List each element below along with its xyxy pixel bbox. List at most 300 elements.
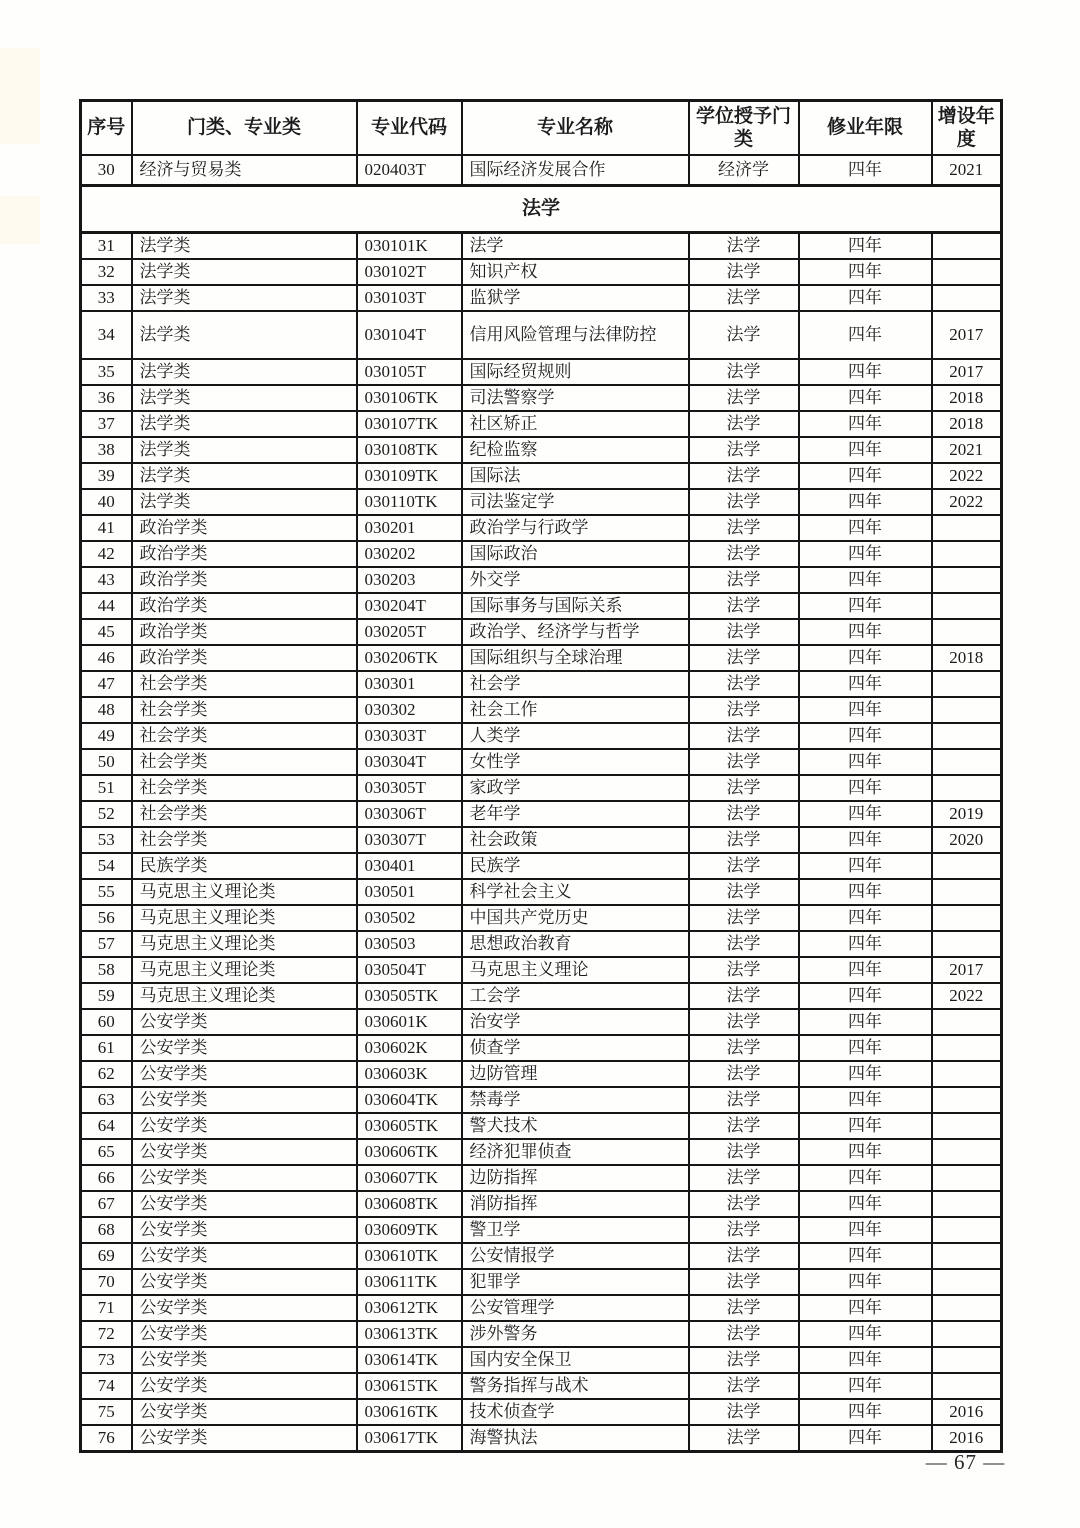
- cell-name: 国际法: [462, 463, 689, 489]
- cell-no: 73: [81, 1347, 132, 1373]
- cell-no: 66: [81, 1165, 132, 1191]
- cell-code: 030103T: [357, 285, 462, 311]
- cell-degree: 法学: [689, 931, 799, 957]
- cell-category: 法学类: [132, 285, 357, 311]
- cell-no: 76: [81, 1425, 132, 1452]
- cell-no: 70: [81, 1269, 132, 1295]
- cell-added: [932, 515, 1002, 541]
- cell-code: 030617TK: [357, 1425, 462, 1452]
- cell-added: 2018: [932, 385, 1002, 411]
- table-row: [81, 1295, 1002, 1321]
- cell-code: 030607TK: [357, 1165, 462, 1191]
- cell-category: 民族学类: [132, 853, 357, 879]
- cell-no: 74: [81, 1373, 132, 1399]
- cell-code: 030601K: [357, 1009, 462, 1035]
- cell-category: 公安学类: [132, 1321, 357, 1347]
- cell-code: 030615TK: [357, 1373, 462, 1399]
- cell-category: 公安学类: [132, 1373, 357, 1399]
- cell-degree: 法学: [689, 489, 799, 515]
- cell-years: 四年: [799, 931, 932, 957]
- cell-degree: 法学: [689, 827, 799, 853]
- table-row: [81, 931, 1002, 957]
- cell-no: 51: [81, 775, 132, 801]
- cell-category: 经济与贸易类: [132, 155, 357, 186]
- cell-years: 四年: [799, 463, 932, 489]
- cell-category: 社会学类: [132, 723, 357, 749]
- cell-degree: 法学: [689, 1113, 799, 1139]
- table-row: [81, 1113, 1002, 1139]
- cell-added: [932, 1321, 1002, 1347]
- cell-degree: 法学: [689, 1373, 799, 1399]
- cell-added: 2021: [932, 437, 1002, 463]
- table-row: [81, 233, 1002, 260]
- cell-code: 030602K: [357, 1035, 462, 1061]
- cell-degree: 法学: [689, 801, 799, 827]
- cell-name: 监狱学: [462, 285, 689, 311]
- cell-degree: 法学: [689, 879, 799, 905]
- cell-years: 四年: [799, 671, 932, 697]
- cell-years: 四年: [799, 1373, 932, 1399]
- page-number: — 67 —: [925, 1450, 1006, 1474]
- cell-name: 社会工作: [462, 697, 689, 723]
- cell-years: 四年: [799, 593, 932, 619]
- cell-name: 边防指挥: [462, 1165, 689, 1191]
- cell-no: 68: [81, 1217, 132, 1243]
- cell-degree: 法学: [689, 1165, 799, 1191]
- cell-degree: 法学: [689, 437, 799, 463]
- cell-category: 法学类: [132, 311, 357, 359]
- cell-code: 030603K: [357, 1061, 462, 1087]
- cell-no: 62: [81, 1061, 132, 1087]
- cell-code: 030612TK: [357, 1295, 462, 1321]
- cell-no: 42: [81, 541, 132, 567]
- cell-code: 030616TK: [357, 1399, 462, 1425]
- cell-category: 社会学类: [132, 697, 357, 723]
- cell-no: 72: [81, 1321, 132, 1347]
- cell-no: 31: [81, 233, 132, 260]
- cell-name: 国际政治: [462, 541, 689, 567]
- cell-added: 2016: [932, 1425, 1002, 1452]
- cell-code: 030106TK: [357, 385, 462, 411]
- cell-added: 2017: [932, 311, 1002, 359]
- cell-years: 四年: [799, 905, 932, 931]
- cell-no: 40: [81, 489, 132, 515]
- cell-category: 马克思主义理论类: [132, 931, 357, 957]
- cell-degree: 法学: [689, 1347, 799, 1373]
- cell-added: [932, 671, 1002, 697]
- scan-artifact: [0, 48, 40, 144]
- col-header-category: 门类、专业类: [132, 101, 357, 156]
- cell-degree: 法学: [689, 905, 799, 931]
- cell-code: 030605TK: [357, 1113, 462, 1139]
- cell-no: 57: [81, 931, 132, 957]
- col-header-years: 修业年限: [799, 101, 932, 156]
- cell-degree: 经济学: [689, 155, 799, 186]
- cell-no: 55: [81, 879, 132, 905]
- cell-category: 法学类: [132, 411, 357, 437]
- table-row: [81, 1165, 1002, 1191]
- cell-added: [932, 1035, 1002, 1061]
- table-row: [81, 723, 1002, 749]
- cell-years: 四年: [799, 437, 932, 463]
- cell-name: 老年学: [462, 801, 689, 827]
- cell-degree: 法学: [689, 285, 799, 311]
- table-row: [81, 1399, 1002, 1425]
- cell-category: 公安学类: [132, 1399, 357, 1425]
- cell-code: 030504T: [357, 957, 462, 983]
- cell-name: 司法警察学: [462, 385, 689, 411]
- cell-added: 2022: [932, 463, 1002, 489]
- cell-years: 四年: [799, 723, 932, 749]
- cell-category: 社会学类: [132, 749, 357, 775]
- table-row: [81, 311, 1002, 359]
- col-header-degree: 学位授予门类: [689, 101, 799, 156]
- table-row: [81, 385, 1002, 411]
- cell-name: 家政学: [462, 775, 689, 801]
- table-row: [81, 905, 1002, 931]
- cell-code: 030301: [357, 671, 462, 697]
- cell-name: 治安学: [462, 1009, 689, 1035]
- cell-added: [932, 1087, 1002, 1113]
- cell-years: 四年: [799, 1399, 932, 1425]
- cell-name: 国际经贸规则: [462, 359, 689, 385]
- cell-degree: 法学: [689, 1009, 799, 1035]
- cell-added: [932, 285, 1002, 311]
- cell-no: 53: [81, 827, 132, 853]
- cell-code: 030304T: [357, 749, 462, 775]
- cell-code: 030502: [357, 905, 462, 931]
- cell-code: 030104T: [357, 311, 462, 359]
- cell-degree: 法学: [689, 1087, 799, 1113]
- cell-code: 030503: [357, 931, 462, 957]
- cell-category: 法学类: [132, 233, 357, 260]
- cell-code: 030203: [357, 567, 462, 593]
- cell-added: 2022: [932, 489, 1002, 515]
- cell-category: 法学类: [132, 259, 357, 285]
- cell-added: 2021: [932, 155, 1002, 186]
- cell-category: 公安学类: [132, 1217, 357, 1243]
- cell-no: 58: [81, 957, 132, 983]
- cell-added: [932, 697, 1002, 723]
- cell-name: 国际事务与国际关系: [462, 593, 689, 619]
- cell-name: 犯罪学: [462, 1269, 689, 1295]
- table-row: [81, 1035, 1002, 1061]
- table-row: [81, 1347, 1002, 1373]
- cell-no: 39: [81, 463, 132, 489]
- cell-name: 国际组织与全球治理: [462, 645, 689, 671]
- cell-degree: 法学: [689, 983, 799, 1009]
- cell-years: 四年: [799, 411, 932, 437]
- cell-category: 公安学类: [132, 1139, 357, 1165]
- section-header-label: 法学: [81, 186, 1002, 233]
- table-row: [81, 619, 1002, 645]
- cell-years: 四年: [799, 801, 932, 827]
- cell-code: 030206TK: [357, 645, 462, 671]
- cell-category: 社会学类: [132, 801, 357, 827]
- table-row: [81, 259, 1002, 285]
- cell-degree: 法学: [689, 775, 799, 801]
- cell-years: 四年: [799, 489, 932, 515]
- cell-code: 030613TK: [357, 1321, 462, 1347]
- cell-code: 030307T: [357, 827, 462, 853]
- cell-category: 马克思主义理论类: [132, 957, 357, 983]
- cell-code: 030608TK: [357, 1191, 462, 1217]
- table-row: [81, 1269, 1002, 1295]
- cell-added: 2020: [932, 827, 1002, 853]
- cell-name: 公安管理学: [462, 1295, 689, 1321]
- cell-category: 政治学类: [132, 645, 357, 671]
- cell-years: 四年: [799, 311, 932, 359]
- cell-name: 海警执法: [462, 1425, 689, 1452]
- cell-code: 030604TK: [357, 1087, 462, 1113]
- cell-category: 公安学类: [132, 1087, 357, 1113]
- cell-name: 社区矫正: [462, 411, 689, 437]
- cell-code: 030610TK: [357, 1243, 462, 1269]
- cell-no: 30: [81, 155, 132, 186]
- cell-no: 41: [81, 515, 132, 541]
- cell-added: [932, 233, 1002, 260]
- cell-no: 52: [81, 801, 132, 827]
- cell-name: 科学社会主义: [462, 879, 689, 905]
- cell-name: 思想政治教育: [462, 931, 689, 957]
- cell-name: 消防指挥: [462, 1191, 689, 1217]
- cell-name: 司法鉴定学: [462, 489, 689, 515]
- cell-years: 四年: [799, 1087, 932, 1113]
- cell-years: 四年: [799, 775, 932, 801]
- cell-no: 54: [81, 853, 132, 879]
- cell-added: [932, 259, 1002, 285]
- cell-code: 030108TK: [357, 437, 462, 463]
- cell-category: 公安学类: [132, 1295, 357, 1321]
- cell-years: 四年: [799, 1191, 932, 1217]
- cell-degree: 法学: [689, 311, 799, 359]
- cell-added: 2019: [932, 801, 1002, 827]
- cell-degree: 法学: [689, 567, 799, 593]
- cell-added: [932, 853, 1002, 879]
- cell-added: [932, 541, 1002, 567]
- cell-years: 四年: [799, 645, 932, 671]
- cell-name: 技术侦查学: [462, 1399, 689, 1425]
- cell-name: 涉外警务: [462, 1321, 689, 1347]
- cell-category: 公安学类: [132, 1347, 357, 1373]
- cell-category: 公安学类: [132, 1165, 357, 1191]
- cell-no: 38: [81, 437, 132, 463]
- cell-degree: 法学: [689, 671, 799, 697]
- table-row: [81, 359, 1002, 385]
- cell-degree: 法学: [689, 1399, 799, 1425]
- cell-no: 34: [81, 311, 132, 359]
- cell-no: 36: [81, 385, 132, 411]
- cell-category: 政治学类: [132, 619, 357, 645]
- cell-degree: 法学: [689, 1035, 799, 1061]
- cell-degree: 法学: [689, 411, 799, 437]
- cell-name: 马克思主义理论: [462, 957, 689, 983]
- table-row: [81, 697, 1002, 723]
- cell-code: 030102T: [357, 259, 462, 285]
- table-row: [81, 541, 1002, 567]
- cell-name: 警务指挥与战术: [462, 1373, 689, 1399]
- cell-added: [932, 905, 1002, 931]
- cell-degree: 法学: [689, 1295, 799, 1321]
- table-row: [81, 1139, 1002, 1165]
- cell-name: 社会政策: [462, 827, 689, 853]
- cell-years: 四年: [799, 359, 932, 385]
- cell-added: [932, 1295, 1002, 1321]
- table-row: [81, 1373, 1002, 1399]
- cell-name: 国内安全保卫: [462, 1347, 689, 1373]
- cell-no: 37: [81, 411, 132, 437]
- table-row: [81, 567, 1002, 593]
- cell-category: 公安学类: [132, 1269, 357, 1295]
- cell-category: 法学类: [132, 385, 357, 411]
- cell-degree: 法学: [689, 957, 799, 983]
- cell-added: [932, 775, 1002, 801]
- cell-years: 四年: [799, 1061, 932, 1087]
- cell-no: 46: [81, 645, 132, 671]
- cell-category: 政治学类: [132, 593, 357, 619]
- cell-name: 信用风险管理与法律防控: [462, 311, 689, 359]
- cell-added: [932, 619, 1002, 645]
- cell-name: 政治学、经济学与哲学: [462, 619, 689, 645]
- cell-degree: 法学: [689, 259, 799, 285]
- cell-degree: 法学: [689, 541, 799, 567]
- table-row: [81, 645, 1002, 671]
- table-row: [81, 749, 1002, 775]
- cell-degree: 法学: [689, 1425, 799, 1452]
- cell-added: [932, 1009, 1002, 1035]
- cell-name: 侦查学: [462, 1035, 689, 1061]
- cell-category: 公安学类: [132, 1191, 357, 1217]
- scan-artifact: [0, 196, 40, 244]
- cell-no: 35: [81, 359, 132, 385]
- cell-code: 030107TK: [357, 411, 462, 437]
- table-header-row: [81, 101, 1002, 156]
- cell-added: [932, 1373, 1002, 1399]
- cell-years: 四年: [799, 1243, 932, 1269]
- cell-years: 四年: [799, 155, 932, 186]
- cell-added: [932, 567, 1002, 593]
- col-header-no: 序号: [81, 101, 132, 156]
- cell-name: 中国共产党历史: [462, 905, 689, 931]
- table-row: [81, 983, 1002, 1009]
- cell-no: 32: [81, 259, 132, 285]
- cell-years: 四年: [799, 385, 932, 411]
- cell-code: 030201: [357, 515, 462, 541]
- cell-added: [932, 1347, 1002, 1373]
- cell-years: 四年: [799, 567, 932, 593]
- table-row: [81, 879, 1002, 905]
- cell-added: [932, 1061, 1002, 1087]
- cell-added: [932, 749, 1002, 775]
- cell-added: [932, 1139, 1002, 1165]
- cell-code: 030305T: [357, 775, 462, 801]
- table-row: [81, 411, 1002, 437]
- cell-name: 法学: [462, 233, 689, 260]
- cell-added: 2018: [932, 645, 1002, 671]
- table-row: [81, 801, 1002, 827]
- cell-degree: 法学: [689, 593, 799, 619]
- cell-code: 030501: [357, 879, 462, 905]
- cell-code: 030401: [357, 853, 462, 879]
- cell-category: 法学类: [132, 359, 357, 385]
- table-row: [81, 775, 1002, 801]
- cell-no: 33: [81, 285, 132, 311]
- cell-name: 工会学: [462, 983, 689, 1009]
- cell-category: 马克思主义理论类: [132, 879, 357, 905]
- table-row: [81, 155, 1002, 186]
- table-row: [81, 1191, 1002, 1217]
- table-row: [81, 1217, 1002, 1243]
- cell-years: 四年: [799, 1425, 932, 1452]
- cell-added: 2017: [932, 957, 1002, 983]
- cell-added: [932, 593, 1002, 619]
- cell-category: 公安学类: [132, 1061, 357, 1087]
- table-row: [81, 1061, 1002, 1087]
- cell-code: 030614TK: [357, 1347, 462, 1373]
- cell-added: 2022: [932, 983, 1002, 1009]
- cell-degree: 法学: [689, 515, 799, 541]
- cell-no: 67: [81, 1191, 132, 1217]
- cell-years: 四年: [799, 1295, 932, 1321]
- cell-years: 四年: [799, 1009, 932, 1035]
- cell-degree: 法学: [689, 697, 799, 723]
- cell-degree: 法学: [689, 645, 799, 671]
- cell-added: [932, 1217, 1002, 1243]
- table-row: [81, 437, 1002, 463]
- cell-added: [932, 1113, 1002, 1139]
- cell-years: 四年: [799, 515, 932, 541]
- cell-name: 经济犯罪侦查: [462, 1139, 689, 1165]
- section-header-row: [81, 186, 1002, 233]
- cell-degree: 法学: [689, 1269, 799, 1295]
- cell-no: 50: [81, 749, 132, 775]
- cell-code: 030303T: [357, 723, 462, 749]
- cell-degree: 法学: [689, 1191, 799, 1217]
- cell-category: 政治学类: [132, 541, 357, 567]
- cell-name: 女性学: [462, 749, 689, 775]
- table-row: [81, 1009, 1002, 1035]
- cell-added: [932, 1243, 1002, 1269]
- cell-added: [932, 1165, 1002, 1191]
- cell-years: 四年: [799, 879, 932, 905]
- cell-name: 警犬技术: [462, 1113, 689, 1139]
- table-row: [81, 593, 1002, 619]
- cell-category: 公安学类: [132, 1113, 357, 1139]
- cell-name: 政治学与行政学: [462, 515, 689, 541]
- table-row: [81, 853, 1002, 879]
- cell-no: 59: [81, 983, 132, 1009]
- cell-years: 四年: [799, 619, 932, 645]
- table-row: [81, 1087, 1002, 1113]
- cell-added: 2017: [932, 359, 1002, 385]
- cell-category: 社会学类: [132, 671, 357, 697]
- cell-no: 49: [81, 723, 132, 749]
- cell-no: 60: [81, 1009, 132, 1035]
- col-header-added: 增设年度: [932, 101, 1002, 156]
- cell-name: 国际经济发展合作: [462, 155, 689, 186]
- table-row: [81, 1243, 1002, 1269]
- table-row: [81, 489, 1002, 515]
- cell-no: 65: [81, 1139, 132, 1165]
- cell-added: [932, 723, 1002, 749]
- cell-code: 030110TK: [357, 489, 462, 515]
- cell-category: 马克思主义理论类: [132, 983, 357, 1009]
- cell-name: 外交学: [462, 567, 689, 593]
- cell-code: 030204T: [357, 593, 462, 619]
- cell-category: 政治学类: [132, 515, 357, 541]
- cell-added: [932, 879, 1002, 905]
- cell-years: 四年: [799, 285, 932, 311]
